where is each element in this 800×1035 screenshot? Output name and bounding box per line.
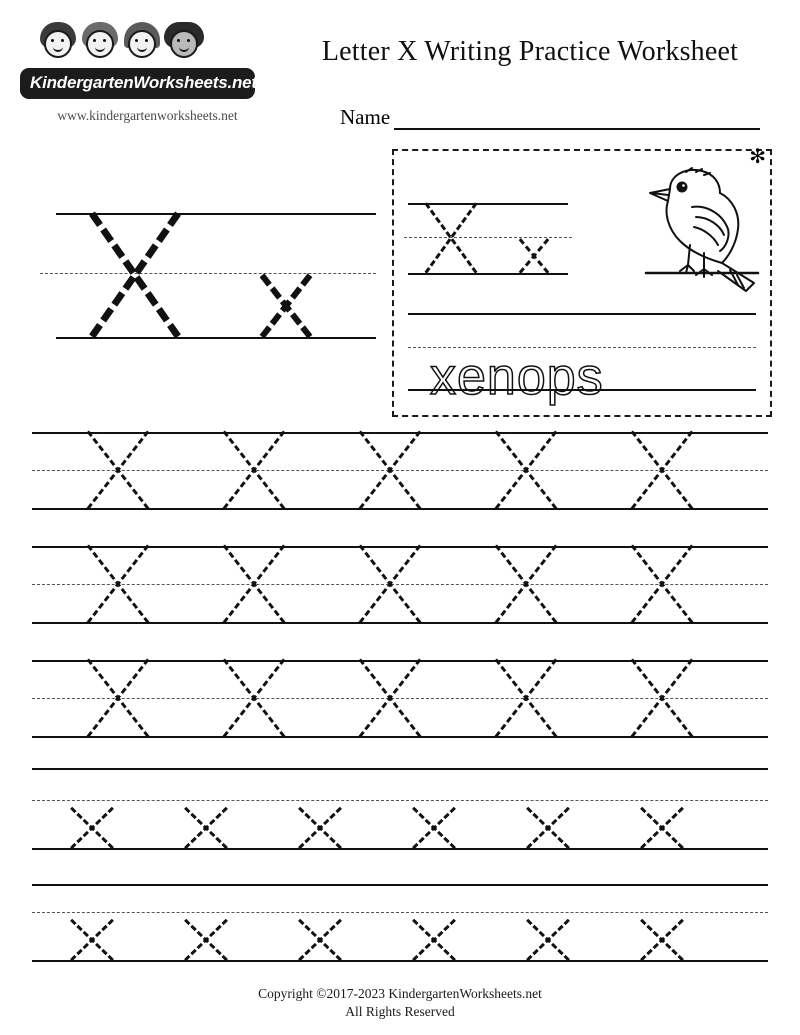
- trace-uppercase-x: [360, 546, 420, 622]
- trace-uppercase-x: [88, 546, 148, 622]
- trace-uppercase-x: [632, 546, 692, 622]
- trace-uppercase-x: [632, 660, 692, 736]
- kid-avatar-2: [78, 22, 122, 66]
- row3-extra-line: [32, 768, 768, 770]
- trace-uppercase-x: [496, 432, 556, 508]
- rights-text: All Rights Reserved: [345, 1003, 455, 1019]
- trace-uppercase-x: [360, 660, 420, 736]
- trace-uppercase-x: [224, 660, 284, 736]
- row4-base-line: [32, 848, 768, 850]
- trace-lowercase-x: [186, 920, 226, 960]
- trace-lowercase-x: [72, 808, 112, 848]
- kid-avatar-3: [120, 22, 164, 66]
- row5-base-line: [32, 960, 768, 962]
- trace-uppercase-x: [360, 432, 420, 508]
- demo-base-line: [56, 337, 376, 339]
- example-word: xenops: [430, 348, 604, 406]
- name-field[interactable]: [340, 105, 760, 130]
- site-url: www.kindergartenworksheets.net: [57, 108, 238, 123]
- row2-base-line: [32, 622, 768, 624]
- site-logo[interactable]: [20, 22, 275, 124]
- trace-lowercase-x: [414, 808, 454, 848]
- demo-uppercase-x: [92, 213, 178, 337]
- trace-uppercase-x: [496, 546, 556, 622]
- copyright-text: Copyright ©2017-2023 KindergartenWorksheets.net: [258, 985, 542, 1001]
- trace-lowercase-x: [642, 920, 682, 960]
- trace-lowercase-x: [528, 920, 568, 960]
- trace-lowercase-x: [300, 920, 340, 960]
- page-title: Letter X Writing Practice Worksheet: [321, 36, 739, 67]
- asterisk-icon: ✻: [749, 146, 766, 168]
- row4-mid-line: [32, 800, 768, 801]
- trace-uppercase-x: [632, 432, 692, 508]
- trace-uppercase-x: [224, 546, 284, 622]
- demo-lowercase-x: [262, 275, 310, 337]
- row1-base-line: [32, 508, 768, 510]
- demo-mid-line: [40, 273, 376, 274]
- name-label: Name: [340, 105, 391, 129]
- example-word-top-line: [408, 313, 756, 315]
- example-base-line: [408, 273, 568, 275]
- kids-illustration: [36, 22, 251, 66]
- trace-uppercase-x: [224, 432, 284, 508]
- page-footer: [0, 985, 800, 1021]
- trace-uppercase-x: [88, 432, 148, 508]
- logo-brand-text: KindergartenWorksheets.net: [30, 73, 257, 92]
- trace-lowercase-x: [72, 920, 112, 960]
- trace-uppercase-x: [496, 660, 556, 736]
- kid-avatar-4: [162, 22, 206, 66]
- logo-brand-bar: [20, 68, 255, 99]
- trace-lowercase-x: [414, 920, 454, 960]
- bird-illustration: [634, 159, 762, 309]
- kid-avatar-1: [36, 22, 80, 66]
- row4-extra-line: [32, 884, 768, 886]
- trace-lowercase-x: [300, 808, 340, 848]
- trace-lowercase-x: [528, 808, 568, 848]
- trace-uppercase-x: [88, 660, 148, 736]
- name-input-line[interactable]: [394, 106, 760, 130]
- trace-lowercase-x: [186, 808, 226, 848]
- example-uppercase-x: [426, 203, 476, 273]
- example-lowercase-x: [520, 239, 548, 273]
- page-header: [0, 0, 800, 150]
- trace-lowercase-x: [642, 808, 682, 848]
- example-box: [392, 146, 772, 417]
- row3-base-line: [32, 736, 768, 738]
- row5-mid-line: [32, 912, 768, 913]
